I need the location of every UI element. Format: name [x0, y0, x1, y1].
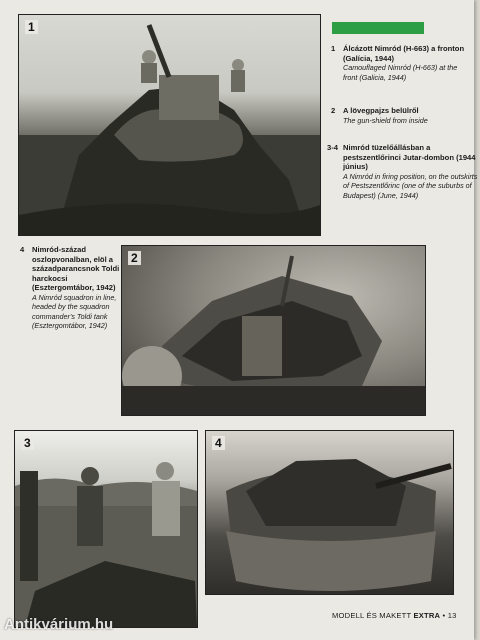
photo-4-number: 4 — [212, 436, 225, 450]
photo-nimrod-firing-position — [205, 430, 454, 595]
photo-gun-shield-inside — [121, 245, 426, 416]
caption-3-4-hungarian: Nimród tüzelőállásban a pestszentlőrinci Jutar-dombon (1944 június) — [343, 143, 476, 171]
caption-1-english: Camouflaged Nimród (H-663) at the front (Galicia, 1944) — [343, 63, 458, 82]
photo-camouflaged-nimrod — [18, 14, 321, 236]
caption-4 — [20, 245, 128, 331]
caption-4-english: A Nimród squadron in line, headed by the squadron commander's Toldi tank (Esztergomtábor, 1942) — [32, 292, 117, 330]
caption-2 — [331, 106, 473, 125]
watermark: Antikvárium.hu — [4, 616, 114, 633]
photo-1-image — [19, 15, 320, 235]
photo-3-number: 3 — [21, 436, 34, 450]
caption-3-4 — [327, 143, 478, 200]
photo-1-number: 1 — [25, 20, 38, 34]
caption-3-4-number: 3-4 — [327, 143, 338, 152]
caption-4-hungarian: Nimród-század oszlopvonalban, elöl a századparancsnok Toldi harckocsi (Esztergomtábor, 1942) — [32, 245, 120, 292]
caption-1-hungarian: Álcázott Nimród (H-663) a fronton (Galícia, 1944) — [343, 44, 465, 63]
photo-4-image — [206, 431, 453, 594]
page-footer — [332, 611, 457, 620]
caption-1-number: 1 — [331, 44, 336, 53]
caption-3-4-english: A Nimród in firing position, on the outskirts of Pestszentlőrinc (one of the suburbs of Budapest) (June, 1944) — [343, 171, 478, 200]
photo-3-image — [15, 431, 197, 627]
footer-extra: EXTRA — [413, 611, 441, 620]
caption-2-number: 2 — [331, 106, 336, 115]
photo-2-number: 2 — [128, 251, 141, 265]
caption-2-english: The gun-shield from inside — [343, 115, 428, 125]
caption-1 — [331, 44, 473, 82]
caption-4-number: 4 — [20, 245, 25, 254]
photo-nimrod-crew — [14, 430, 198, 628]
accent-bar — [332, 22, 424, 34]
footer-magazine-name: MODELL ÉS MAKETT — [332, 611, 412, 620]
caption-2-hungarian: A lövegpajzs belülről — [343, 106, 419, 115]
footer-page-number: • 13 — [442, 611, 457, 620]
photo-2-image — [122, 246, 425, 415]
